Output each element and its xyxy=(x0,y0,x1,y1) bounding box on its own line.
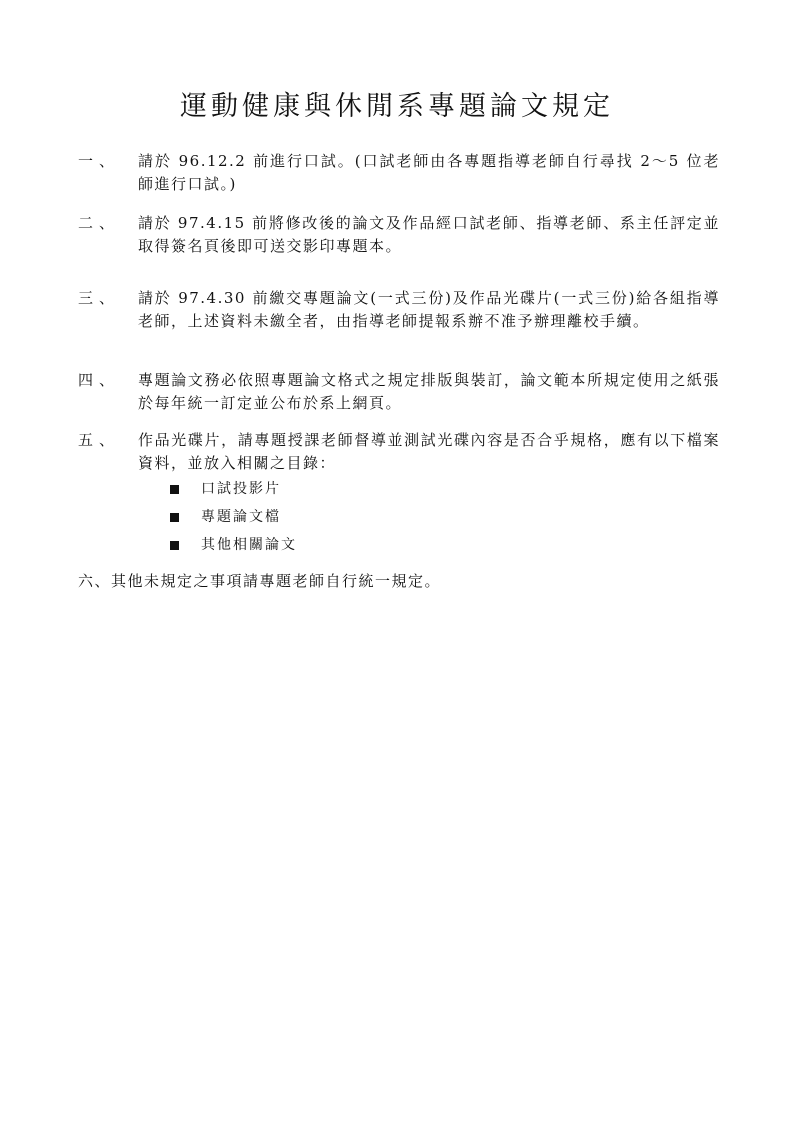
list-item xyxy=(170,531,297,559)
rule-number: 四、 xyxy=(78,371,121,389)
rule-text: 請於 97.4.30 前繳交專題論文(一式三份)及作品光碟片(一式三份)給各組指導老師，上述資料未繳全者，由指導老師提報系辦不准予辦理離校手續。 xyxy=(138,289,720,330)
rule-item-3 xyxy=(78,287,728,333)
rule-text: 請於 97.4.15 前將修改後的論文及作品經口試老師、指導老師、系主任評定並取得簽名頁後即可送交影印專題本。 xyxy=(138,214,720,255)
file-list xyxy=(170,475,297,559)
rule-item-5 xyxy=(78,429,728,475)
list-item-label: 專題論文檔 xyxy=(201,509,281,525)
square-bullet-icon xyxy=(170,485,179,494)
rule-item-4 xyxy=(78,369,728,415)
rule-item-1 xyxy=(78,150,728,196)
list-item-label: 口試投影片 xyxy=(201,481,281,497)
list-item xyxy=(170,475,297,503)
rule-item-2 xyxy=(78,212,728,258)
document-title: 運動健康與休閒系專題論文規定 xyxy=(180,91,614,122)
square-bullet-icon xyxy=(170,541,179,550)
rule-number: 二、 xyxy=(78,214,121,232)
rule-number: 五、 xyxy=(78,431,121,449)
rule-text: 作品光碟片，請專題授課老師督導並測試光碟內容是否合乎規格，應有以下檔案資料，並放入相關之目錄： xyxy=(138,431,720,472)
rule-item-6: 六、其他未規定之事項請專題老師自行統一規定。 xyxy=(78,572,442,590)
rule-number: 一、 xyxy=(78,152,121,170)
list-item xyxy=(170,503,297,531)
rule-text: 請於 96.12.2 前進行口試。(口試老師由各專題指導老師自行尋找 2～5 位老師進行口試。) xyxy=(138,152,720,193)
list-item-label: 其他相關論文 xyxy=(201,537,297,553)
rule-text: 專題論文務必依照專題論文格式之規定排版與裝訂，論文範本所規定使用之紙張於每年統一訂定並公布於系上網頁。 xyxy=(138,371,720,412)
rule-number: 三、 xyxy=(78,289,121,307)
square-bullet-icon xyxy=(170,513,179,522)
